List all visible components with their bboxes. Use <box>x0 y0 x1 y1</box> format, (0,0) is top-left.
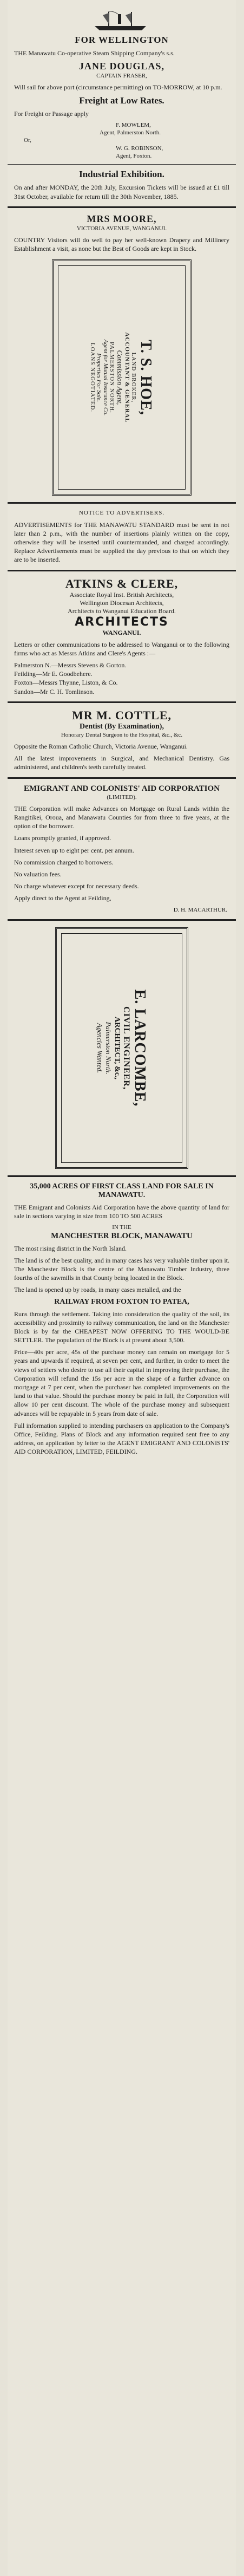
hoe-line7: LOANS NEGOTIATED. <box>89 343 96 413</box>
emigrant-advertisement <box>8 784 236 914</box>
divider <box>8 570 236 571</box>
exhibition-notice <box>8 169 236 200</box>
land-sale-advertisement <box>8 1182 236 1456</box>
hoe-card <box>52 259 192 496</box>
emigrant-body4: No commission charged to borrowers. <box>14 858 114 866</box>
moore-body: COUNTRY Visitors will do well to pay her well-known Drapery and Millinery Establishment a visit, as none but the Best of Goods are kept in Stock. <box>14 236 229 253</box>
agent2-name: W. G. ROBINSON, <box>116 145 163 152</box>
moore-advertisement <box>8 213 236 253</box>
emigrant-signature: D. H. MACARTHUR. <box>173 906 227 913</box>
atkins-agents <box>14 661 229 696</box>
cottle-name: MR M. COTTLE, <box>71 708 172 722</box>
exhibition-body: On and after MONDAY, the 20th July, Excursion Tickets will be issued at £1 till 31st October, available for return till the 30th November, 1885. <box>14 184 229 200</box>
larcombe-line2: ARCHITECT, &c., <box>113 1017 121 1079</box>
land-in-the: IN THE <box>112 1224 131 1231</box>
land-p4: Runs through the settlement. Taking into consideration the quality of the soil, its accessibility and proximity to railway communication, the land on the Manchester Block is by far the CHEAPEST NOW OFFERING TO THE WOULD-BE SETTLER. The population of the Block is at present about 3,500. <box>14 1310 229 1344</box>
hoe-line3: Commission Agent, <box>116 350 124 405</box>
atkins-agent-item: Palmerston N.—Messrs Stevens & Gorton. <box>14 661 127 669</box>
cottle-advertisement <box>8 708 236 772</box>
larcombe-line1: CIVIL ENGINEER, <box>122 1006 131 1090</box>
land-p2: The land is of the best quality, and in many cases has very valuable timber upon it. The Manchester Block is the centre of the Manawatu Timber Industry, three fourths of the sawmills in that County being located in the Block. <box>14 1256 229 1282</box>
atkins-place: WANGANUI. <box>102 628 141 636</box>
larcombe-card-text <box>95 990 148 1107</box>
divider <box>8 164 236 165</box>
hoe-line5: Agent for Mutual Insurance Co. <box>102 339 109 416</box>
land-heading: 35,000 ACRES OF FIRST CLASS LAND FOR SALE IN MANAWATU. <box>30 1182 214 1199</box>
moore-address: VICTORIA AVENUE, WANGANUI. <box>76 225 167 232</box>
emigrant-limited: (LIMITED). <box>107 793 137 801</box>
ship-intro: THE Manawatu Co-operative Steam Shipping Company's s.s. <box>14 49 175 57</box>
notice-to-advertisers <box>8 509 236 564</box>
divider <box>8 701 236 703</box>
divider <box>8 1175 236 1177</box>
land-p3: The land is opened up by roads, in many cases metalled, and the <box>14 1286 181 1294</box>
steamship-icon <box>92 10 151 31</box>
divider <box>8 206 236 208</box>
atkins-heading: ARCHITECTS <box>75 615 169 629</box>
land-intro: THE Emigrant and Colonists Aid Corporation have the above quantity of land for sale in sections varying in size from 100 TO 500 ACRES <box>14 1203 229 1220</box>
atkins-body: Letters or other communications to be addressed to Wanganui or to the following firms who act as Messrs Atkins and Clere's Agents :— <box>14 640 229 657</box>
hoe-line4: PALMERSTON NORTH. <box>109 342 115 414</box>
atkins-agent-item: Feilding—Mr E. Goodbehere. <box>14 670 93 678</box>
emigrant-body2: Loans promptly granted, if approved. <box>14 834 111 842</box>
emigrant-heading: EMIGRANT AND COLONISTS' AID CORPORATION <box>24 784 220 793</box>
larcombe-line4: Agencies Wanted. <box>96 1023 104 1073</box>
hoe-line2: ACCOUNTANT & GENERAL <box>124 332 130 423</box>
emigrant-body1: THE Corporation will make Advances on Mortgage on Rural Lands within the Rangitikei, Oroua, and Manawatu Counties for from three to five years, at the option of the borrower. <box>14 804 229 830</box>
atkins-clere-advertisement <box>8 577 236 696</box>
larcombe-name: E. LARCOMBE, <box>131 989 148 1107</box>
atkins-line3: Architects to Wanganui Education Board. <box>68 607 176 615</box>
atkins-line2: Wellington Diocesan Architects, <box>80 599 164 607</box>
divider <box>8 502 236 504</box>
agent1-place: Agent, Palmerston North. <box>100 129 161 136</box>
land-block: MANCHESTER BLOCK, MANAWATU <box>51 1231 193 1240</box>
hoe-line1: LAND BROKER, <box>130 353 137 403</box>
land-railway: RAILWAY FROM FOXTON TO PATEA, <box>54 1297 189 1306</box>
vessel-name: JANE DOUGLAS, <box>78 61 165 72</box>
cottle-surgeon: Honorary Dental Surgeon to the Hospital, &c., &c. <box>61 731 183 738</box>
cottle-body: All the latest improvements in Surgical, and Mechanical Dentistry. Gas administered, and children's teeth carefully treated. <box>14 754 229 771</box>
hoe-line6: Properties For Sale. <box>96 353 102 402</box>
emigrant-body6: No charge whatever except for necessary deeds. <box>14 882 139 890</box>
land-p1: The most rising district in the North Island. <box>14 1244 127 1252</box>
notice-body: ADVERTISEMENTS for THE MANAWATU STANDARD must be sent in not later than 2 p.m., with the number of insertions plainly written on the copy, otherwise they will be inserted until countermanded, and charged accordingly. Replace Advertisements must be supplied the day previous to that on which they are to be inserted. <box>14 521 229 564</box>
atkins-firm: ATKINS & CLERE, <box>65 576 179 590</box>
ship-advertisement <box>8 10 236 160</box>
sailing-notice: Will sail for above port (circumstance permitting) on TO-MORROW, at 10 p.m. <box>14 83 222 92</box>
hoe-name: T. S. HOE, <box>137 340 154 416</box>
emigrant-body3: Interest seven up to eight per cent. per annum. <box>14 846 134 854</box>
divider <box>8 777 236 779</box>
cottle-title: Dentist (By Examination), <box>80 722 164 731</box>
emigrant-body5: No valuation fees. <box>14 870 62 879</box>
agent2-place: Agent, Foxton. <box>116 153 152 160</box>
land-p5: Price—40s per acre, 45s of the purchase money can remain on mortgage for 5 years and upwards if required, at seven per cent, and further, in order to meet the views of settlers who desire to use all their capital in improving their purchase, the Corporation will refund the 15s per acre in the shape of a further advance on mortgage at 7 per cent, when the purchaser has completed improvements on the land to that value. Should the purchase money be paid in full, the Corporation will allow 10 per cent discount. The whole of the purchase money and subsequent advances will be repayable in 5 years from date of sale. <box>14 1348 229 1417</box>
land-p6: Full information supplied to intending purchasers on application to the Company's Office, Feilding. Plans of Block and any information required sent free to any address, on application by letter to the AGENT EMIGRANT AND COLONISTS' AID CORPORATION, LIMITED, FEILDING. <box>14 1421 229 1456</box>
larcombe-line3: Palmerston North. <box>104 1022 113 1075</box>
ship-title: FOR WELLINGTON <box>75 35 169 45</box>
captain-name: CAPTAIN FRASER, <box>96 73 147 80</box>
newspaper-column <box>8 0 236 2576</box>
emigrant-body7: Apply direct to the Agent at Feilding, <box>14 894 111 902</box>
atkins-agent-item: Foxton—Messrs Thynne, Liston, & Co. <box>14 679 118 687</box>
hoe-card-text <box>89 333 154 423</box>
apply-text: For Freight or Passage apply <box>14 109 89 118</box>
larcombe-card <box>55 927 188 1169</box>
notice-heading: NOTICE TO ADVERTISERS. <box>78 510 165 517</box>
agent-or: Or, <box>24 137 31 144</box>
cottle-location: Opposite the Roman Catholic Church, Victoria Avenue, Wanganui. <box>14 743 188 751</box>
rates-heading: Freight at Low Rates. <box>79 95 164 106</box>
divider <box>8 919 236 921</box>
atkins-line1: Associate Royal Inst. British Architects, <box>69 590 174 599</box>
moore-name: MRS MOORE, <box>87 213 157 224</box>
atkins-agent-item: Sandon—Mr C. H. Tomlinson. <box>14 687 95 695</box>
agent1-name: F. MOWLEM, <box>116 121 151 128</box>
exhibition-heading: Industrial Exhibition. <box>79 169 164 180</box>
